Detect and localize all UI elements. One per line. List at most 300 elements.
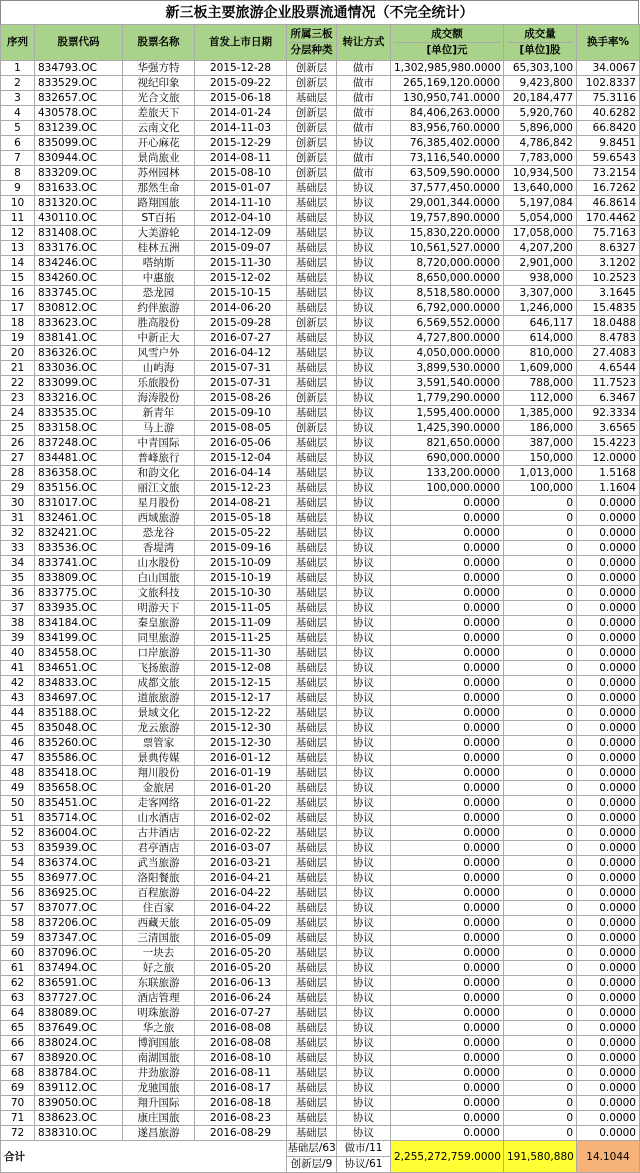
transfer-method: 协议 — [337, 211, 391, 226]
table-row — [1, 211, 640, 226]
transfer-method: 做市 — [337, 121, 391, 136]
total-tier-basic: 基础层/63 — [287, 1141, 336, 1157]
tier: 基础层 — [287, 1021, 337, 1036]
row-index: 26 — [1, 436, 35, 451]
trade-volume: 0 — [504, 961, 577, 976]
trade-volume: 1,385,000 — [504, 406, 577, 421]
listing-date: 2015-12-29 — [195, 136, 287, 151]
listing-date: 2016-08-08 — [195, 1036, 287, 1051]
trade-volume: 0 — [504, 616, 577, 631]
tier: 基础层 — [287, 1051, 337, 1066]
trade-amount: 0.0000 — [391, 1066, 504, 1081]
stock-code: 837649.OC — [35, 1021, 123, 1036]
stock-name: 百程旅游 — [123, 886, 195, 901]
table-row — [1, 121, 640, 136]
stock-name: 恐龙谷 — [123, 526, 195, 541]
stock-name: 康庄国旅 — [123, 1111, 195, 1126]
transfer-method: 协议 — [337, 781, 391, 796]
stock-name: 海涛股份 — [123, 391, 195, 406]
listing-date: 2015-09-22 — [195, 76, 287, 91]
stock-name: 华之旅 — [123, 1021, 195, 1036]
trade-volume: 0 — [504, 871, 577, 886]
trade-volume: 0 — [504, 721, 577, 736]
transfer-method: 协议 — [337, 286, 391, 301]
tier: 基础层 — [287, 241, 337, 256]
transfer-method: 协议 — [337, 901, 391, 916]
tier: 基础层 — [287, 1126, 337, 1141]
listing-date: 2016-01-19 — [195, 766, 287, 781]
table-row — [1, 496, 640, 511]
trade-amount: 690,000.0000 — [391, 451, 504, 466]
trade-volume: 65,303,100 — [504, 61, 577, 76]
transfer-method: 协议 — [337, 181, 391, 196]
trade-volume: 0 — [504, 886, 577, 901]
trade-volume: 0 — [504, 511, 577, 526]
header-index: 序列 — [1, 25, 35, 61]
trade-volume: 0 — [504, 601, 577, 616]
row-index: 24 — [1, 406, 35, 421]
trade-amount: 0.0000 — [391, 1126, 504, 1141]
trade-amount: 83,956,760.0000 — [391, 121, 504, 136]
tier: 创新层 — [287, 391, 337, 406]
trade-volume: 5,054,000 — [504, 211, 577, 226]
stock-name: 普峰旅行 — [123, 451, 195, 466]
table-row — [1, 151, 640, 166]
stock-code: 833809.OC — [35, 571, 123, 586]
stock-name: 西藏天旅 — [123, 916, 195, 931]
tier: 基础层 — [287, 556, 337, 571]
row-index: 45 — [1, 721, 35, 736]
row-index: 53 — [1, 841, 35, 856]
table-row — [1, 271, 640, 286]
transfer-method: 协议 — [337, 721, 391, 736]
tier: 基础层 — [287, 586, 337, 601]
stock-code: 835099.OC — [35, 136, 123, 151]
tier: 基础层 — [287, 691, 337, 706]
total-tier-innovation: 创新层/9 — [290, 1158, 333, 1170]
listing-date: 2016-08-10 — [195, 1051, 287, 1066]
transfer-method: 协议 — [337, 226, 391, 241]
table-row — [1, 586, 640, 601]
tier: 基础层 — [287, 871, 337, 886]
trade-volume: 0 — [504, 1111, 577, 1126]
stock-name: 华强方特 — [123, 61, 195, 76]
turnover-rate: 4.6544 — [577, 361, 640, 376]
stock-name: 秦皇旅游 — [123, 616, 195, 631]
row-index: 42 — [1, 676, 35, 691]
table-row — [1, 451, 640, 466]
turnover-rate: 0.0000 — [577, 1111, 640, 1126]
trade-amount: 0.0000 — [391, 526, 504, 541]
turnover-rate: 0.0000 — [577, 676, 640, 691]
table-row — [1, 376, 640, 391]
listing-date: 2016-08-08 — [195, 1021, 287, 1036]
table-row — [1, 181, 640, 196]
turnover-rate: 34.0067 — [577, 61, 640, 76]
header-tier — [287, 25, 337, 61]
turnover-rate: 0.0000 — [577, 931, 640, 946]
tier: 基础层 — [287, 571, 337, 586]
trade-amount: 0.0000 — [391, 1036, 504, 1051]
stock-code: 835658.OC — [35, 781, 123, 796]
tier: 创新层 — [287, 76, 337, 91]
stock-name: 中新正大 — [123, 331, 195, 346]
stock-code: 836925.OC — [35, 886, 123, 901]
tier: 基础层 — [287, 661, 337, 676]
turnover-rate: 0.0000 — [577, 796, 640, 811]
trade-amount: 0.0000 — [391, 511, 504, 526]
trade-amount: 73,116,540.0000 — [391, 151, 504, 166]
stock-name: 文旅科技 — [123, 586, 195, 601]
listing-date: 2015-11-30 — [195, 646, 287, 661]
stock-code: 831320.OC — [35, 196, 123, 211]
table-row — [1, 301, 640, 316]
turnover-rate: 59.6543 — [577, 151, 640, 166]
header-method: 转让方式 — [337, 25, 391, 61]
transfer-method: 协议 — [337, 406, 391, 421]
tier: 基础层 — [287, 1111, 337, 1126]
table-row — [1, 571, 640, 586]
listing-date: 2016-08-17 — [195, 1081, 287, 1096]
row-index: 66 — [1, 1036, 35, 1051]
row-index: 25 — [1, 421, 35, 436]
trade-amount: 0.0000 — [391, 1096, 504, 1111]
stock-name: 中惠旅 — [123, 271, 195, 286]
trade-volume: 0 — [504, 646, 577, 661]
table-row — [1, 1036, 640, 1051]
trade-amount: 0.0000 — [391, 826, 504, 841]
trade-volume: 0 — [504, 1036, 577, 1051]
trade-volume: 0 — [504, 496, 577, 511]
row-index: 5 — [1, 121, 35, 136]
turnover-rate: 0.0000 — [577, 601, 640, 616]
trade-volume: 0 — [504, 676, 577, 691]
row-index: 50 — [1, 796, 35, 811]
table-row — [1, 226, 640, 241]
listing-date: 2015-08-10 — [195, 166, 287, 181]
row-index: 43 — [1, 691, 35, 706]
stock-code: 838141.OC — [35, 331, 123, 346]
tier: 基础层 — [287, 646, 337, 661]
stock-name: 白山国旅 — [123, 571, 195, 586]
listing-date: 2015-10-09 — [195, 556, 287, 571]
stock-name: 遂昌旅游 — [123, 1126, 195, 1141]
transfer-method: 协议 — [337, 796, 391, 811]
table-row — [1, 436, 640, 451]
stock-code: 834199.OC — [35, 631, 123, 646]
listing-date: 2016-05-09 — [195, 931, 287, 946]
listing-date: 2015-12-30 — [195, 721, 287, 736]
turnover-rate: 10.2523 — [577, 271, 640, 286]
turnover-rate: 12.0000 — [577, 451, 640, 466]
transfer-method: 做市 — [337, 151, 391, 166]
row-index: 31 — [1, 511, 35, 526]
stock-code: 833209.OC — [35, 166, 123, 181]
turnover-rate: 0.0000 — [577, 706, 640, 721]
trade-volume: 938,000 — [504, 271, 577, 286]
table-row — [1, 241, 640, 256]
turnover-rate: 102.8337 — [577, 76, 640, 91]
stock-name: 飞扬旅游 — [123, 661, 195, 676]
total-turnover: 14.1044 — [577, 1141, 640, 1173]
header-volume-line1: 成交量 — [507, 27, 573, 43]
stock-name: 和韵文化 — [123, 466, 195, 481]
trade-volume: 4,207,200 — [504, 241, 577, 256]
trade-volume: 186,000 — [504, 421, 577, 436]
table-row — [1, 406, 640, 421]
row-index: 11 — [1, 211, 35, 226]
transfer-method: 协议 — [337, 346, 391, 361]
stock-code: 835156.OC — [35, 481, 123, 496]
stock-name: 好之旅 — [123, 961, 195, 976]
row-index: 72 — [1, 1126, 35, 1141]
tier: 创新层 — [287, 166, 337, 181]
tier: 基础层 — [287, 1036, 337, 1051]
listing-date: 2015-12-30 — [195, 736, 287, 751]
stock-code: 834260.OC — [35, 271, 123, 286]
stock-code: 838024.OC — [35, 1036, 123, 1051]
stock-name: 乐旅股份 — [123, 376, 195, 391]
table-row — [1, 1126, 640, 1141]
table-row — [1, 646, 640, 661]
header-date: 首发上市日期 — [195, 25, 287, 61]
listing-date: 2016-07-27 — [195, 1006, 287, 1021]
tier: 基础层 — [287, 781, 337, 796]
stock-code: 838310.OC — [35, 1126, 123, 1141]
stock-code: 834184.OC — [35, 616, 123, 631]
stock-code: 834246.OC — [35, 256, 123, 271]
trade-amount: 0.0000 — [391, 886, 504, 901]
listing-date: 2016-05-20 — [195, 946, 287, 961]
listing-date: 2016-04-21 — [195, 871, 287, 886]
stock-code: 835188.OC — [35, 706, 123, 721]
row-index: 10 — [1, 196, 35, 211]
tier: 基础层 — [287, 736, 337, 751]
table-row — [1, 556, 640, 571]
turnover-rate: 75.7163 — [577, 226, 640, 241]
table-row — [1, 751, 640, 766]
trade-volume: 5,920,760 — [504, 106, 577, 121]
stock-code: 835418.OC — [35, 766, 123, 781]
transfer-method: 协议 — [337, 241, 391, 256]
transfer-method: 协议 — [337, 691, 391, 706]
tier: 基础层 — [287, 541, 337, 556]
stock-name: 视纪印象 — [123, 76, 195, 91]
transfer-method: 协议 — [337, 931, 391, 946]
table-row — [1, 1021, 640, 1036]
stock-code: 835451.OC — [35, 796, 123, 811]
stock-code: 833176.OC — [35, 241, 123, 256]
row-index: 58 — [1, 916, 35, 931]
turnover-rate: 0.0000 — [577, 781, 640, 796]
row-index: 1 — [1, 61, 35, 76]
trade-volume: 20,184,477 — [504, 91, 577, 106]
stock-name: 新青年 — [123, 406, 195, 421]
trade-volume: 0 — [504, 1081, 577, 1096]
stock-code: 834697.OC — [35, 691, 123, 706]
stock-name: 南湖国旅 — [123, 1051, 195, 1066]
trade-volume: 4,786,842 — [504, 136, 577, 151]
stock-table — [0, 24, 640, 1173]
turnover-rate: 170.4462 — [577, 211, 640, 226]
trade-amount: 1,595,400.0000 — [391, 406, 504, 421]
stock-code: 833745.OC — [35, 286, 123, 301]
trade-volume: 10,934,500 — [504, 166, 577, 181]
listing-date: 2014-08-11 — [195, 151, 287, 166]
turnover-rate: 0.0000 — [577, 901, 640, 916]
tier: 创新层 — [287, 421, 337, 436]
transfer-method: 协议 — [337, 481, 391, 496]
turnover-rate: 0.0000 — [577, 916, 640, 931]
listing-date: 2016-04-22 — [195, 886, 287, 901]
stock-name: 那然生命 — [123, 181, 195, 196]
turnover-rate: 16.7262 — [577, 181, 640, 196]
transfer-method: 协议 — [337, 526, 391, 541]
stock-name: 开心麻花 — [123, 136, 195, 151]
row-index: 67 — [1, 1051, 35, 1066]
trade-volume: 5,896,000 — [504, 121, 577, 136]
stock-name: 山水酒店 — [123, 811, 195, 826]
trade-amount: 29,001,344.0000 — [391, 196, 504, 211]
row-index: 44 — [1, 706, 35, 721]
transfer-method: 协议 — [337, 316, 391, 331]
transfer-method: 协议 — [337, 451, 391, 466]
stock-name: 差旅天下 — [123, 106, 195, 121]
listing-date: 2015-11-30 — [195, 256, 287, 271]
trade-volume: 0 — [504, 541, 577, 556]
trade-amount: 3,591,540.0000 — [391, 376, 504, 391]
table-row — [1, 166, 640, 181]
stock-code: 838784.OC — [35, 1066, 123, 1081]
tier: 基础层 — [287, 256, 337, 271]
listing-date: 2016-04-12 — [195, 346, 287, 361]
row-index: 47 — [1, 751, 35, 766]
turnover-rate: 8.4783 — [577, 331, 640, 346]
row-index: 23 — [1, 391, 35, 406]
table-row — [1, 331, 640, 346]
transfer-method: 协议 — [337, 676, 391, 691]
turnover-rate: 15.4835 — [577, 301, 640, 316]
transfer-method: 协议 — [337, 631, 391, 646]
trade-amount: 0.0000 — [391, 871, 504, 886]
row-index: 69 — [1, 1081, 35, 1096]
turnover-rate: 0.0000 — [577, 976, 640, 991]
row-index: 54 — [1, 856, 35, 871]
turnover-rate: 0.0000 — [577, 841, 640, 856]
tier: 基础层 — [287, 331, 337, 346]
row-index: 19 — [1, 331, 35, 346]
transfer-method: 协议 — [337, 1096, 391, 1111]
table-body — [1, 61, 640, 1141]
listing-date: 2016-01-22 — [195, 796, 287, 811]
transfer-method: 协议 — [337, 841, 391, 856]
turnover-rate: 0.0000 — [577, 496, 640, 511]
turnover-rate: 0.0000 — [577, 616, 640, 631]
trade-amount: 0.0000 — [391, 706, 504, 721]
transfer-method: 协议 — [337, 196, 391, 211]
stock-code: 831239.OC — [35, 121, 123, 136]
stock-code: 833036.OC — [35, 361, 123, 376]
table-row — [1, 1111, 640, 1126]
trade-volume: 0 — [504, 631, 577, 646]
stock-code: 836326.OC — [35, 346, 123, 361]
tier: 基础层 — [287, 196, 337, 211]
row-index: 71 — [1, 1111, 35, 1126]
table-row — [1, 961, 640, 976]
transfer-method: 协议 — [337, 736, 391, 751]
stock-code: 835260.OC — [35, 736, 123, 751]
tier: 基础层 — [287, 856, 337, 871]
tier: 基础层 — [287, 361, 337, 376]
trade-amount: 100,000.0000 — [391, 481, 504, 496]
row-index: 55 — [1, 871, 35, 886]
turnover-rate: 66.8420 — [577, 121, 640, 136]
row-index: 6 — [1, 136, 35, 151]
listing-date: 2016-01-12 — [195, 751, 287, 766]
row-index: 60 — [1, 946, 35, 961]
transfer-method: 协议 — [337, 946, 391, 961]
trade-volume: 2,901,000 — [504, 256, 577, 271]
table-row — [1, 136, 640, 151]
trade-amount: 0.0000 — [391, 961, 504, 976]
stock-code: 835939.OC — [35, 841, 123, 856]
stock-name: 景典传媒 — [123, 751, 195, 766]
transfer-method: 协议 — [337, 256, 391, 271]
row-index: 21 — [1, 361, 35, 376]
row-index: 62 — [1, 976, 35, 991]
table-row — [1, 61, 640, 76]
listing-date: 2015-06-18 — [195, 91, 287, 106]
stock-code: 837077.OC — [35, 901, 123, 916]
stock-code: 834481.OC — [35, 451, 123, 466]
stock-code: 833216.OC — [35, 391, 123, 406]
turnover-rate: 0.0000 — [577, 991, 640, 1006]
trade-volume: 1,013,000 — [504, 466, 577, 481]
table-row — [1, 676, 640, 691]
listing-date: 2015-05-22 — [195, 526, 287, 541]
header-amount-line2: [单位]元 — [426, 44, 468, 56]
stock-name: 东联旅游 — [123, 976, 195, 991]
trade-volume: 788,000 — [504, 376, 577, 391]
listing-date: 2012-04-10 — [195, 211, 287, 226]
trade-amount: 0.0000 — [391, 946, 504, 961]
row-index: 70 — [1, 1096, 35, 1111]
row-index: 30 — [1, 496, 35, 511]
tier: 基础层 — [287, 616, 337, 631]
row-index: 64 — [1, 1006, 35, 1021]
turnover-rate: 0.0000 — [577, 1036, 640, 1051]
listing-date: 2016-04-22 — [195, 901, 287, 916]
turnover-rate: 0.0000 — [577, 661, 640, 676]
stock-code: 836374.OC — [35, 856, 123, 871]
trade-volume: 387,000 — [504, 436, 577, 451]
table-row — [1, 901, 640, 916]
stock-name: 云南文化 — [123, 121, 195, 136]
trade-volume: 7,783,000 — [504, 151, 577, 166]
stock-code: 837494.OC — [35, 961, 123, 976]
tier: 基础层 — [287, 511, 337, 526]
tier: 基础层 — [287, 346, 337, 361]
tier: 基础层 — [287, 766, 337, 781]
row-index: 65 — [1, 1021, 35, 1036]
table-row — [1, 1051, 640, 1066]
turnover-rate: 0.0000 — [577, 826, 640, 841]
stock-name: 武当旅游 — [123, 856, 195, 871]
stock-code: 833158.OC — [35, 421, 123, 436]
trade-amount: 0.0000 — [391, 721, 504, 736]
trade-amount: 10,561,527.0000 — [391, 241, 504, 256]
turnover-rate: 8.6327 — [577, 241, 640, 256]
